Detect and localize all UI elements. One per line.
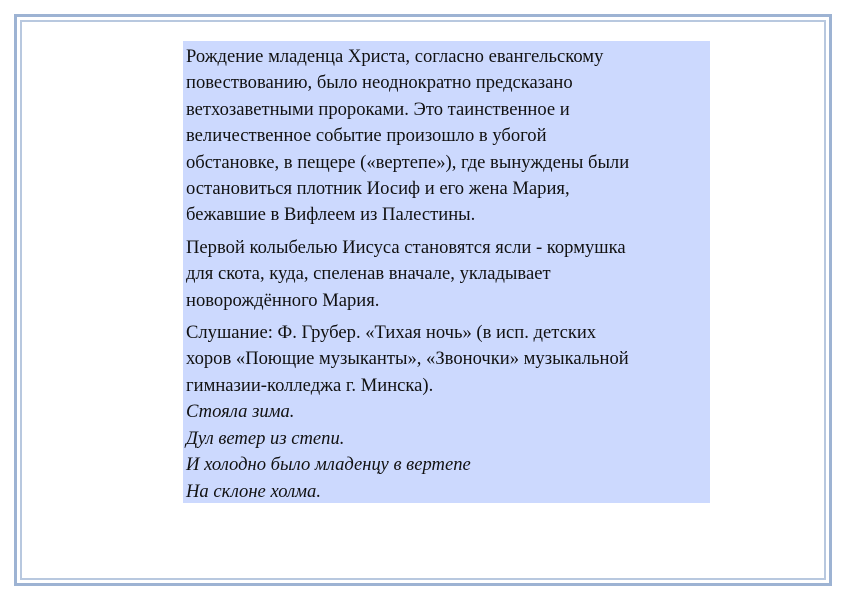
text-block <box>183 41 710 503</box>
text-line: гимназии-колледжа г. Минска). <box>186 374 434 396</box>
paragraph-manger <box>186 235 707 314</box>
poem-line: Стояла зима. <box>186 401 295 423</box>
text-line: ветхозаветными пророками. Это таинственное и <box>186 98 570 120</box>
text-line: величественное событие произошло в убогой <box>186 125 547 147</box>
text-line: для скота, куда, спеленав вначале, укладывает <box>186 263 551 285</box>
text-line: повествованию, было неоднократно предсказано <box>186 72 573 94</box>
text-line: новорождённого Мария. <box>186 289 380 311</box>
paragraph-nativity <box>186 44 707 229</box>
paragraph-listening <box>186 320 707 505</box>
poem-line: И холодно было младенцу в вертепе <box>186 454 471 476</box>
text-line: хоров «Поющие музыканты», «Звоночки» музыкальной <box>186 348 629 370</box>
text-line: Первой колыбелью Иисуса становятся ясли - кормушка <box>186 236 626 258</box>
text-line: Слушание: Ф. Грубер. «Тихая ночь» (в исп. детских <box>186 322 597 344</box>
poem-line: Дул ветер из степи. <box>186 427 345 449</box>
poem-line: На склоне холма. <box>186 480 321 502</box>
text-line: обстановке, в пещере («вертепе»), где вынуждены были <box>186 151 630 173</box>
text-line: остановиться плотник Иосиф и его жена Мария, <box>186 178 570 200</box>
text-line: Рождение младенца Христа, согласно евангельскому <box>186 46 604 67</box>
text-line: бежавшие в Вифлеем из Палестины. <box>186 204 476 226</box>
